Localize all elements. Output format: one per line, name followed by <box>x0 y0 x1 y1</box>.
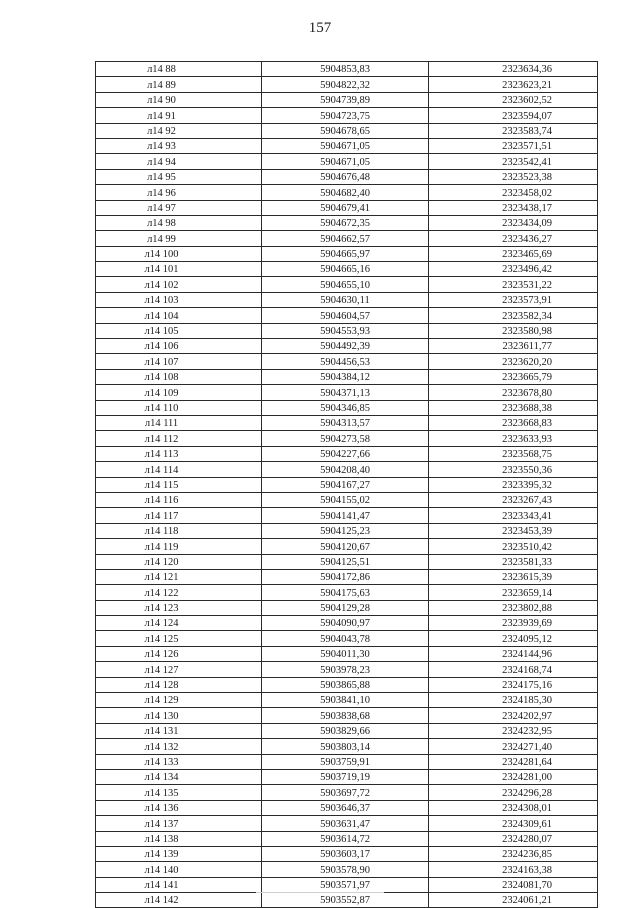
table-row <box>96 354 598 369</box>
point-cell: л14 105 <box>96 323 262 338</box>
x-coordinate-cell: 5904141,47 <box>262 508 429 523</box>
x-coordinate-cell: 5904553,93 <box>262 323 429 338</box>
point-cell: л14 90 <box>96 92 262 107</box>
point-cell: л14 120 <box>96 554 262 569</box>
point-cell: л14 131 <box>96 723 262 738</box>
point-cell: л14 121 <box>96 569 262 584</box>
table-row <box>96 62 598 77</box>
table-row <box>96 677 598 692</box>
y-coordinate-cell: 2323568,75 <box>429 446 598 461</box>
table-row <box>96 523 598 538</box>
y-coordinate-cell: 2324281,00 <box>429 769 598 784</box>
point-cell: л14 107 <box>96 354 262 369</box>
y-coordinate-cell: 2323582,34 <box>429 308 598 323</box>
table-row <box>96 262 598 277</box>
y-coordinate-cell: 2323623,21 <box>429 77 598 92</box>
point-cell: л14 117 <box>96 508 262 523</box>
coordinates-table <box>95 61 598 908</box>
x-coordinate-cell: 5903719,19 <box>262 769 429 784</box>
x-coordinate-cell: 5904822,32 <box>262 77 429 92</box>
point-cell: л14 109 <box>96 385 262 400</box>
table-row <box>96 138 598 153</box>
y-coordinate-cell: 2323395,32 <box>429 477 598 492</box>
y-coordinate-cell: 2323659,14 <box>429 585 598 600</box>
table-row <box>96 446 598 461</box>
x-coordinate-cell: 5904175,63 <box>262 585 429 600</box>
point-cell: л14 91 <box>96 108 262 123</box>
point-cell: л14 98 <box>96 215 262 230</box>
point-cell: л14 139 <box>96 846 262 861</box>
point-cell: л14 114 <box>96 462 262 477</box>
y-coordinate-cell: 2324168,74 <box>429 662 598 677</box>
point-cell: л14 111 <box>96 415 262 430</box>
table-row <box>96 862 598 877</box>
point-cell: л14 133 <box>96 754 262 769</box>
table-row <box>96 231 598 246</box>
point-cell: л14 116 <box>96 492 262 507</box>
x-coordinate-cell: 5904011,30 <box>262 646 429 661</box>
x-coordinate-cell: 5904155,02 <box>262 492 429 507</box>
point-cell: л14 94 <box>96 154 262 169</box>
y-coordinate-cell: 2324271,40 <box>429 739 598 754</box>
point-cell: л14 138 <box>96 831 262 846</box>
x-coordinate-cell: 5904125,51 <box>262 554 429 569</box>
point-cell: л14 99 <box>96 231 262 246</box>
x-coordinate-cell: 5904671,05 <box>262 154 429 169</box>
table-row <box>96 539 598 554</box>
table-row <box>96 877 598 892</box>
point-cell: л14 125 <box>96 631 262 646</box>
y-coordinate-cell: 2323573,91 <box>429 292 598 307</box>
table-row <box>96 616 598 631</box>
table-row <box>96 200 598 215</box>
y-coordinate-cell: 2323458,02 <box>429 185 598 200</box>
y-coordinate-cell: 2324185,30 <box>429 693 598 708</box>
table-row <box>96 323 598 338</box>
x-coordinate-cell: 5904384,12 <box>262 369 429 384</box>
y-coordinate-cell: 2323594,07 <box>429 108 598 123</box>
table-row <box>96 246 598 261</box>
x-coordinate-cell: 5904273,58 <box>262 431 429 446</box>
point-cell: л14 118 <box>96 523 262 538</box>
y-coordinate-cell: 2324309,61 <box>429 816 598 831</box>
y-coordinate-cell: 2323802,88 <box>429 600 598 615</box>
x-coordinate-cell: 5903759,91 <box>262 754 429 769</box>
y-coordinate-cell: 2324280,07 <box>429 831 598 846</box>
table-row <box>96 846 598 861</box>
point-cell: л14 115 <box>96 477 262 492</box>
point-cell: л14 93 <box>96 138 262 153</box>
x-coordinate-cell: 5904125,23 <box>262 523 429 538</box>
point-cell: л14 128 <box>96 677 262 692</box>
x-coordinate-cell: 5903838,68 <box>262 708 429 723</box>
point-cell: л14 140 <box>96 862 262 877</box>
table-row <box>96 292 598 307</box>
x-coordinate-cell: 5904671,05 <box>262 138 429 153</box>
point-cell: л14 106 <box>96 339 262 354</box>
point-cell: л14 122 <box>96 585 262 600</box>
x-coordinate-cell: 5904313,57 <box>262 415 429 430</box>
x-coordinate-cell: 5904723,75 <box>262 108 429 123</box>
y-coordinate-cell: 2323434,09 <box>429 215 598 230</box>
point-cell: л14 108 <box>96 369 262 384</box>
point-cell: л14 96 <box>96 185 262 200</box>
x-coordinate-cell: 5903552,87 <box>262 893 429 908</box>
table-row <box>96 369 598 384</box>
table-row <box>96 415 598 430</box>
x-coordinate-cell: 5903571,97 <box>262 877 429 892</box>
point-cell: л14 88 <box>96 62 262 77</box>
y-coordinate-cell: 2323453,39 <box>429 523 598 538</box>
y-coordinate-cell: 2323668,83 <box>429 415 598 430</box>
y-coordinate-cell: 2323634,36 <box>429 62 598 77</box>
y-coordinate-cell: 2324144,96 <box>429 646 598 661</box>
x-coordinate-cell: 5904492,39 <box>262 339 429 354</box>
point-cell: л14 123 <box>96 600 262 615</box>
point-cell: л14 119 <box>96 539 262 554</box>
x-coordinate-cell: 5903978,23 <box>262 662 429 677</box>
x-coordinate-cell: 5904662,57 <box>262 231 429 246</box>
y-coordinate-cell: 2323343,41 <box>429 508 598 523</box>
table-row <box>96 631 598 646</box>
table-row <box>96 708 598 723</box>
table-row <box>96 108 598 123</box>
table-row <box>96 431 598 446</box>
x-coordinate-cell: 5904167,27 <box>262 477 429 492</box>
y-coordinate-cell: 2324236,85 <box>429 846 598 861</box>
y-coordinate-cell: 2323523,38 <box>429 169 598 184</box>
point-cell: л14 95 <box>96 169 262 184</box>
point-cell: л14 135 <box>96 785 262 800</box>
x-coordinate-cell: 5903603,17 <box>262 846 429 861</box>
table-row <box>96 600 598 615</box>
table-row <box>96 339 598 354</box>
x-coordinate-cell: 5903631,47 <box>262 816 429 831</box>
point-cell: л14 126 <box>96 646 262 661</box>
point-cell: л14 136 <box>96 800 262 815</box>
y-coordinate-cell: 2324232,95 <box>429 723 598 738</box>
point-cell: л14 130 <box>96 708 262 723</box>
point-cell: л14 110 <box>96 400 262 415</box>
x-coordinate-cell: 5903697,72 <box>262 785 429 800</box>
table-row <box>96 215 598 230</box>
y-coordinate-cell: 2323496,42 <box>429 262 598 277</box>
table-row <box>96 277 598 292</box>
x-coordinate-cell: 5903578,90 <box>262 862 429 877</box>
y-coordinate-cell: 2323438,17 <box>429 200 598 215</box>
table-row <box>96 169 598 184</box>
table-row <box>96 769 598 784</box>
y-coordinate-cell: 2324081,70 <box>429 877 598 892</box>
y-coordinate-cell: 2323542,41 <box>429 154 598 169</box>
y-coordinate-cell: 2323267,43 <box>429 492 598 507</box>
point-cell: л14 129 <box>96 693 262 708</box>
point-cell: л14 137 <box>96 816 262 831</box>
point-cell: л14 141 <box>96 877 262 892</box>
y-coordinate-cell: 2323571,51 <box>429 138 598 153</box>
table-row <box>96 462 598 477</box>
y-coordinate-cell: 2323583,74 <box>429 123 598 138</box>
x-coordinate-cell: 5903803,14 <box>262 739 429 754</box>
y-coordinate-cell: 2323550,36 <box>429 462 598 477</box>
table-row <box>96 477 598 492</box>
y-coordinate-cell: 2324308,01 <box>429 800 598 815</box>
table-row <box>96 185 598 200</box>
y-coordinate-cell: 2324202,97 <box>429 708 598 723</box>
x-coordinate-cell: 5904371,13 <box>262 385 429 400</box>
y-coordinate-cell: 2323465,69 <box>429 246 598 261</box>
point-cell: л14 97 <box>96 200 262 215</box>
x-coordinate-cell: 5904043,78 <box>262 631 429 646</box>
table-row <box>96 893 598 908</box>
x-coordinate-cell: 5904227,66 <box>262 446 429 461</box>
table-row <box>96 800 598 815</box>
table-row <box>96 816 598 831</box>
x-coordinate-cell: 5903841,10 <box>262 693 429 708</box>
coordinates-table-body <box>96 62 598 908</box>
x-coordinate-cell: 5903646,37 <box>262 800 429 815</box>
x-coordinate-cell: 5904655,10 <box>262 277 429 292</box>
y-coordinate-cell: 2324296,28 <box>429 785 598 800</box>
y-coordinate-cell: 2323436,27 <box>429 231 598 246</box>
y-coordinate-cell: 2323633,93 <box>429 431 598 446</box>
y-coordinate-cell: 2324163,38 <box>429 862 598 877</box>
point-cell: л14 113 <box>96 446 262 461</box>
y-coordinate-cell: 2323678,80 <box>429 385 598 400</box>
table-row <box>96 400 598 415</box>
x-coordinate-cell: 5904630,11 <box>262 292 429 307</box>
x-coordinate-cell: 5904172,86 <box>262 569 429 584</box>
x-coordinate-cell: 5904853,83 <box>262 62 429 77</box>
table-row <box>96 585 598 600</box>
point-cell: л14 102 <box>96 277 262 292</box>
y-coordinate-cell: 2323580,98 <box>429 323 598 338</box>
y-coordinate-cell: 2324175,16 <box>429 677 598 692</box>
point-cell: л14 134 <box>96 769 262 784</box>
table-row <box>96 739 598 754</box>
y-coordinate-cell: 2323581,33 <box>429 554 598 569</box>
y-coordinate-cell: 2324061,21 <box>429 893 598 908</box>
table-row <box>96 77 598 92</box>
table-row <box>96 646 598 661</box>
bottom-divider <box>256 892 384 893</box>
point-cell: л14 101 <box>96 262 262 277</box>
table-row <box>96 693 598 708</box>
x-coordinate-cell: 5904129,28 <box>262 600 429 615</box>
y-coordinate-cell: 2324095,12 <box>429 631 598 646</box>
y-coordinate-cell: 2323531,22 <box>429 277 598 292</box>
x-coordinate-cell: 5903614,72 <box>262 831 429 846</box>
point-cell: л14 104 <box>96 308 262 323</box>
y-coordinate-cell: 2323939,69 <box>429 616 598 631</box>
y-coordinate-cell: 2323688,38 <box>429 400 598 415</box>
x-coordinate-cell: 5904346,85 <box>262 400 429 415</box>
y-coordinate-cell: 2324281,64 <box>429 754 598 769</box>
table-row <box>96 569 598 584</box>
page-number: 157 <box>308 20 332 36</box>
x-coordinate-cell: 5904665,16 <box>262 262 429 277</box>
table-row <box>96 662 598 677</box>
y-coordinate-cell: 2323611,77 <box>429 339 598 354</box>
table-row <box>96 308 598 323</box>
table-row <box>96 92 598 107</box>
point-cell: л14 100 <box>96 246 262 261</box>
table-row <box>96 154 598 169</box>
point-cell: л14 92 <box>96 123 262 138</box>
x-coordinate-cell: 5904679,41 <box>262 200 429 215</box>
table-row <box>96 508 598 523</box>
table-row <box>96 723 598 738</box>
point-cell: л14 142 <box>96 893 262 908</box>
point-cell: л14 124 <box>96 616 262 631</box>
table-row <box>96 754 598 769</box>
x-coordinate-cell: 5904678,65 <box>262 123 429 138</box>
x-coordinate-cell: 5904682,40 <box>262 185 429 200</box>
y-coordinate-cell: 2323510,42 <box>429 539 598 554</box>
point-cell: л14 112 <box>96 431 262 446</box>
x-coordinate-cell: 5904672,35 <box>262 215 429 230</box>
x-coordinate-cell: 5903829,66 <box>262 723 429 738</box>
table-row <box>96 785 598 800</box>
point-cell: л14 127 <box>96 662 262 677</box>
table-row <box>96 385 598 400</box>
x-coordinate-cell: 5904208,40 <box>262 462 429 477</box>
x-coordinate-cell: 5904090,97 <box>262 616 429 631</box>
table-row <box>96 492 598 507</box>
point-cell: л14 103 <box>96 292 262 307</box>
x-coordinate-cell: 5904456,53 <box>262 354 429 369</box>
table-row <box>96 831 598 846</box>
x-coordinate-cell: 5904665,97 <box>262 246 429 261</box>
y-coordinate-cell: 2323602,52 <box>429 92 598 107</box>
x-coordinate-cell: 5904604,57 <box>262 308 429 323</box>
y-coordinate-cell: 2323615,39 <box>429 569 598 584</box>
x-coordinate-cell: 5903865,88 <box>262 677 429 692</box>
point-cell: л14 132 <box>96 739 262 754</box>
y-coordinate-cell: 2323620,20 <box>429 354 598 369</box>
table-row <box>96 123 598 138</box>
y-coordinate-cell: 2323665,79 <box>429 369 598 384</box>
table-row <box>96 554 598 569</box>
x-coordinate-cell: 5904120,67 <box>262 539 429 554</box>
x-coordinate-cell: 5904739,89 <box>262 92 429 107</box>
x-coordinate-cell: 5904676,48 <box>262 169 429 184</box>
point-cell: л14 89 <box>96 77 262 92</box>
